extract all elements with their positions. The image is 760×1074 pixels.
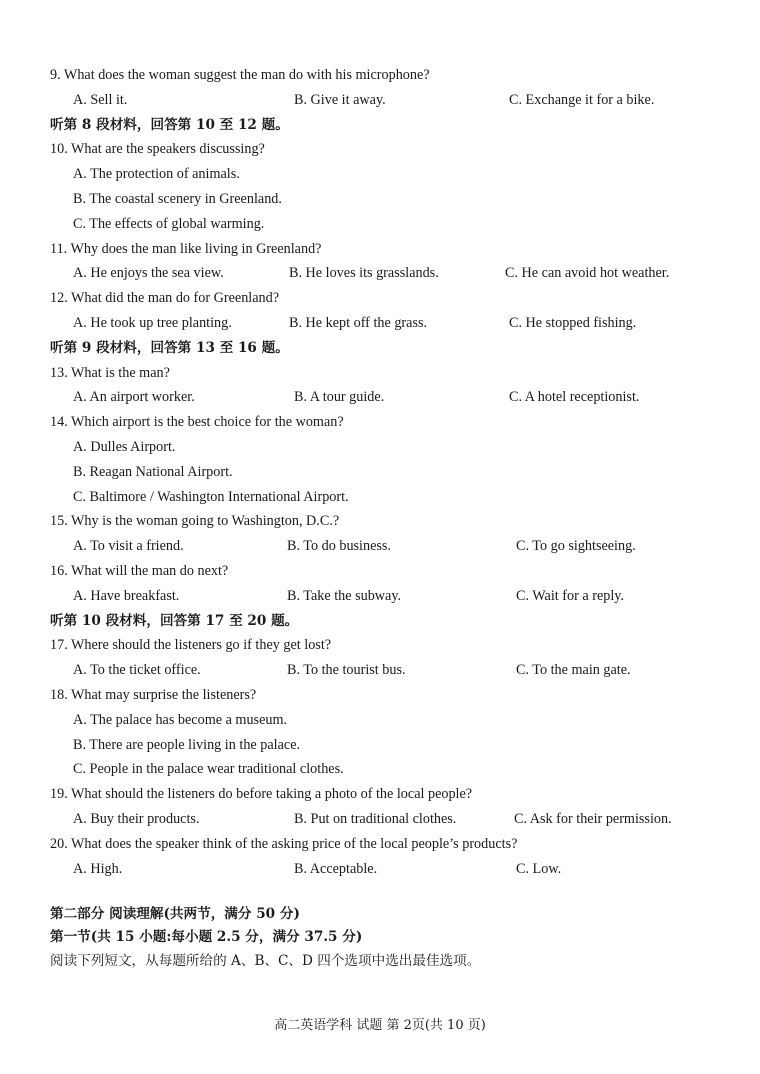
section-heading bbox=[0, 609, 760, 633]
question-stem bbox=[0, 559, 760, 583]
question-stem bbox=[0, 63, 760, 87]
instructions-text: 阅读下列短文，从每题所给的 A、B、C、D 四个选项中选出最佳选项。 bbox=[50, 953, 481, 969]
section-heading bbox=[0, 113, 760, 137]
option-b: B. Put on traditional clothes. bbox=[294, 811, 457, 827]
option-line bbox=[0, 187, 760, 211]
heading-text: 听第 10 段材料，回答第 17 至 20 题。 bbox=[50, 613, 299, 629]
question-text: 19. What should the listeners do before taking a photo of the local people? bbox=[50, 786, 473, 802]
reading-instructions bbox=[0, 949, 760, 973]
option-a: A. He took up tree planting. bbox=[73, 315, 232, 331]
option-b: B. Acceptable. bbox=[294, 861, 378, 877]
option-b: B. He loves its grasslands. bbox=[289, 265, 439, 281]
question-text: 17. Where should the listeners go if they get lost? bbox=[50, 637, 332, 653]
options-row bbox=[0, 658, 760, 682]
option-a: A. An airport worker. bbox=[73, 389, 195, 405]
question-stem bbox=[0, 410, 760, 434]
option-text: C. People in the palace wear traditional clothes. bbox=[73, 761, 344, 777]
question-text: 10. What are the speakers discussing? bbox=[50, 141, 265, 157]
option-a: A. To the ticket office. bbox=[73, 662, 201, 678]
question-stem bbox=[0, 782, 760, 806]
option-text: A. Dulles Airport. bbox=[73, 439, 176, 455]
option-a: A. Buy their products. bbox=[73, 811, 200, 827]
option-a: A. He enjoys the sea view. bbox=[73, 265, 224, 281]
option-text: B. There are people living in the palace. bbox=[73, 737, 301, 753]
option-line bbox=[0, 485, 760, 509]
option-c: C. Wait for a reply. bbox=[516, 588, 624, 604]
option-c: C. Ask for their permission. bbox=[514, 811, 672, 827]
option-c: C. He stopped fishing. bbox=[509, 315, 637, 331]
option-c: C. A hotel receptionist. bbox=[509, 389, 640, 405]
heading-text: 听第 9 段材料，回答第 13 至 16 题。 bbox=[50, 340, 289, 356]
question-text: 11. Why does the man like living in Greenland? bbox=[50, 241, 322, 257]
option-line bbox=[0, 708, 760, 732]
option-a: A. Sell it. bbox=[73, 92, 128, 108]
options-row bbox=[0, 584, 760, 608]
option-c: C. To the main gate. bbox=[516, 662, 631, 678]
option-b: B. A tour guide. bbox=[294, 389, 385, 405]
option-b: B. He kept off the grass. bbox=[289, 315, 428, 331]
option-c: C. Exchange it for a bike. bbox=[509, 92, 655, 108]
part-heading bbox=[0, 925, 760, 949]
option-line bbox=[0, 162, 760, 186]
option-c: C. He can avoid hot weather. bbox=[505, 265, 670, 281]
question-stem bbox=[0, 137, 760, 161]
part-heading bbox=[0, 902, 760, 926]
option-a: A. To visit a friend. bbox=[73, 538, 184, 554]
option-line bbox=[0, 733, 760, 757]
options-row bbox=[0, 261, 760, 285]
question-text: 14. Which airport is the best choice for the woman? bbox=[50, 414, 344, 430]
question-text: 20. What does the speaker think of the asking price of the local people’s products? bbox=[50, 836, 518, 852]
question-stem bbox=[0, 633, 760, 657]
option-c: C. Low. bbox=[516, 861, 562, 877]
question-text: 9. What does the woman suggest the man do with his microphone? bbox=[50, 67, 430, 83]
option-a: A. Have breakfast. bbox=[73, 588, 180, 604]
option-text: A. The protection of animals. bbox=[73, 166, 240, 182]
question-text: 12. What did the man do for Greenland? bbox=[50, 290, 280, 306]
page-footer: 高二英语学科 试题 第 2页(共 10 页) bbox=[274, 1018, 486, 1033]
question-stem bbox=[0, 286, 760, 310]
question-text: 15. Why is the woman going to Washington, D.C.? bbox=[50, 513, 340, 529]
option-text: B. The coastal scenery in Greenland. bbox=[73, 191, 282, 207]
option-c: C. To go sightseeing. bbox=[516, 538, 636, 554]
options-row bbox=[0, 857, 760, 881]
option-line bbox=[0, 435, 760, 459]
option-text: C. The effects of global warming. bbox=[73, 216, 265, 232]
option-b: B. To do business. bbox=[287, 538, 391, 554]
section-heading bbox=[0, 336, 760, 360]
options-row bbox=[0, 88, 760, 112]
options-row bbox=[0, 385, 760, 409]
question-stem bbox=[0, 832, 760, 856]
question-stem bbox=[0, 361, 760, 385]
option-b: B. To the tourist bus. bbox=[287, 662, 406, 678]
option-b: B. Take the subway. bbox=[287, 588, 402, 604]
question-text: 16. What will the man do next? bbox=[50, 563, 229, 579]
options-row bbox=[0, 534, 760, 558]
question-stem bbox=[0, 683, 760, 707]
option-line bbox=[0, 460, 760, 484]
question-text: 18. What may surprise the listeners? bbox=[50, 687, 257, 703]
question-stem bbox=[0, 237, 760, 261]
option-text: A. The palace has become a museum. bbox=[73, 712, 288, 728]
option-a: A. High. bbox=[73, 861, 123, 877]
option-text: C. Baltimore / Washington International Airport. bbox=[73, 489, 349, 505]
options-row bbox=[0, 807, 760, 831]
question-text: 13. What is the man? bbox=[50, 365, 170, 381]
part-heading-text: 第二部分 阅读理解(共两节，满分 50 分) bbox=[50, 906, 300, 922]
option-b: B. Give it away. bbox=[294, 92, 386, 108]
options-row bbox=[0, 311, 760, 335]
heading-text: 听第 8 段材料，回答第 10 至 12 题。 bbox=[50, 117, 289, 133]
option-line bbox=[0, 212, 760, 236]
option-text: B. Reagan National Airport. bbox=[73, 464, 233, 480]
part-heading-text: 第一节(共 15 小题:每小题 2.5 分，满分 37.5 分) bbox=[50, 929, 363, 945]
question-stem bbox=[0, 509, 760, 533]
option-line bbox=[0, 757, 760, 781]
